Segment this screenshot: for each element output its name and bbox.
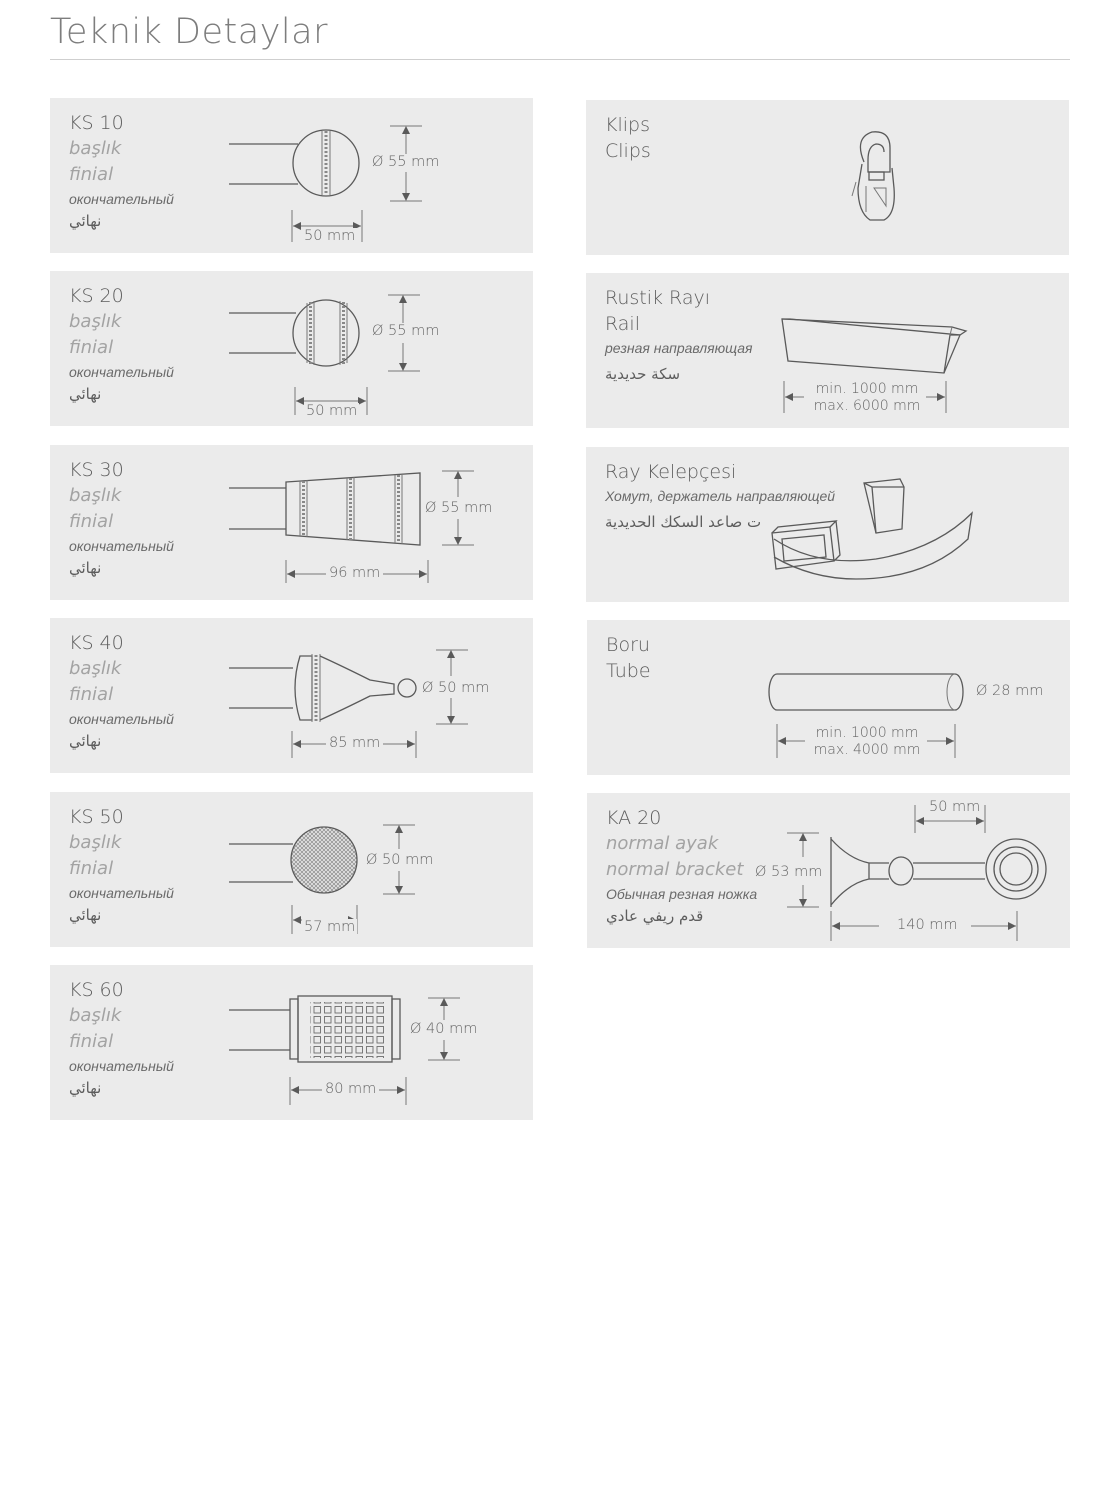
- product-card-clips: [586, 100, 1069, 255]
- product-code: KS 40: [69, 632, 124, 654]
- label-ar: نهائي: [69, 559, 102, 577]
- length-label: 80 mm: [322, 1081, 379, 1097]
- length-label: 140 mm: [897, 917, 958, 933]
- label-ar: نهائي: [69, 385, 102, 403]
- label-ar: نهائي: [69, 906, 102, 924]
- label-ar: قدم ريفي عادي: [606, 907, 704, 925]
- label-tr: başlık: [69, 832, 122, 853]
- ks20-drawing: [50, 271, 533, 426]
- label-en: finial: [69, 337, 114, 358]
- title-tr: Ray Kelepçesi: [605, 461, 737, 483]
- label-ar: نهائي: [69, 1079, 102, 1097]
- label-ru: Хомут, держатель направляющей: [605, 488, 836, 504]
- length-label: 57 mm: [304, 919, 356, 935]
- diameter-label: Ø 28 mm: [976, 683, 1044, 699]
- label-ru: резная направляющая: [605, 340, 753, 356]
- product-card-ks40: [50, 618, 533, 773]
- product-code: KS 50: [69, 806, 124, 828]
- label-ru: окончательный: [69, 711, 174, 727]
- product-code: KS 60: [69, 979, 124, 1001]
- product-card-rail: [586, 273, 1069, 428]
- diameter-label: Ø 40 mm: [410, 1021, 478, 1037]
- clip-drawing: [586, 100, 1069, 255]
- product-card-tube: [587, 620, 1070, 775]
- bracket-drawing: [587, 793, 1070, 948]
- label-ar: ت صاعد السكك الحديدية: [605, 513, 762, 531]
- title-tr: Rustik Rayı: [605, 287, 711, 309]
- label-en: finial: [69, 858, 114, 879]
- label-tr: normal ayak: [606, 833, 719, 854]
- diameter-label: Ø 55 mm: [372, 323, 440, 339]
- product-card-ks30: [50, 445, 533, 600]
- product-card-rail-clamp: [586, 447, 1069, 602]
- ks60-drawing: [50, 965, 533, 1120]
- page-title: Teknik Detaylar: [50, 12, 328, 52]
- product-card-ka20: [587, 793, 1070, 948]
- label-ru: окончательный: [69, 364, 174, 380]
- ks30-drawing: [50, 445, 533, 600]
- top-length-label: 50 mm: [929, 799, 981, 815]
- label-ar: نهائي: [69, 732, 102, 750]
- product-card-ks10: [50, 98, 533, 253]
- label-en: finial: [69, 164, 114, 185]
- ks50-drawing: [50, 792, 533, 947]
- label-ru: окончательный: [69, 191, 174, 207]
- diameter-label: Ø 55 mm: [425, 500, 493, 516]
- label-ru: окончательный: [69, 885, 174, 901]
- max-length: max. 4000 mm: [813, 742, 921, 758]
- min-length: min. 1000 mm: [815, 725, 919, 741]
- diameter-label: Ø 50 mm: [422, 680, 490, 696]
- tube-length-label: [811, 725, 923, 759]
- label-tr: başlık: [69, 138, 122, 159]
- product-card-ks50: [50, 792, 533, 947]
- title-divider: [50, 59, 1070, 60]
- length-label: 50 mm: [306, 403, 358, 419]
- product-code: KS 20: [69, 285, 124, 307]
- label-en: finial: [69, 1031, 114, 1052]
- label-tr: başlık: [69, 1005, 122, 1026]
- product-code: KS 10: [69, 112, 124, 134]
- label-en: finial: [69, 511, 114, 532]
- title-en: Rail: [605, 313, 640, 335]
- label-tr: başlık: [69, 658, 122, 679]
- ks10-drawing: [50, 98, 533, 253]
- length-label: 96 mm: [326, 565, 383, 581]
- label-ru: окончательный: [69, 538, 174, 554]
- rail-length-label: [812, 381, 922, 415]
- label-tr: başlık: [69, 311, 122, 332]
- length-label: 85 mm: [326, 735, 383, 751]
- title-tr: Klips: [605, 114, 650, 136]
- min-length: min. 1000 mm: [815, 381, 919, 397]
- label-tr: başlık: [69, 485, 122, 506]
- label-ar: نهائي: [69, 212, 102, 230]
- product-code: KA 20: [606, 807, 662, 829]
- product-card-ks60: [50, 965, 533, 1120]
- label-en: normal bracket: [606, 859, 744, 880]
- title-en: Tube: [606, 660, 651, 682]
- title-en: Clips: [605, 140, 651, 162]
- clamp-drawing: [586, 447, 1069, 602]
- label-ru: Обычная резная ножка: [606, 886, 758, 902]
- product-card-ks20: [50, 271, 533, 426]
- diameter-label: Ø 53 mm: [755, 864, 823, 880]
- diameter-label: Ø 55 mm: [372, 154, 440, 170]
- label-en: finial: [69, 684, 114, 705]
- label-ar: سكة حديدية: [605, 365, 681, 383]
- product-code: KS 30: [69, 459, 124, 481]
- title-tr: Boru: [606, 634, 650, 656]
- diameter-label: Ø 50 mm: [366, 852, 434, 868]
- length-label: 50 mm: [304, 228, 356, 244]
- label-ru: окончательный: [69, 1058, 174, 1074]
- max-length: max. 6000 mm: [813, 398, 921, 414]
